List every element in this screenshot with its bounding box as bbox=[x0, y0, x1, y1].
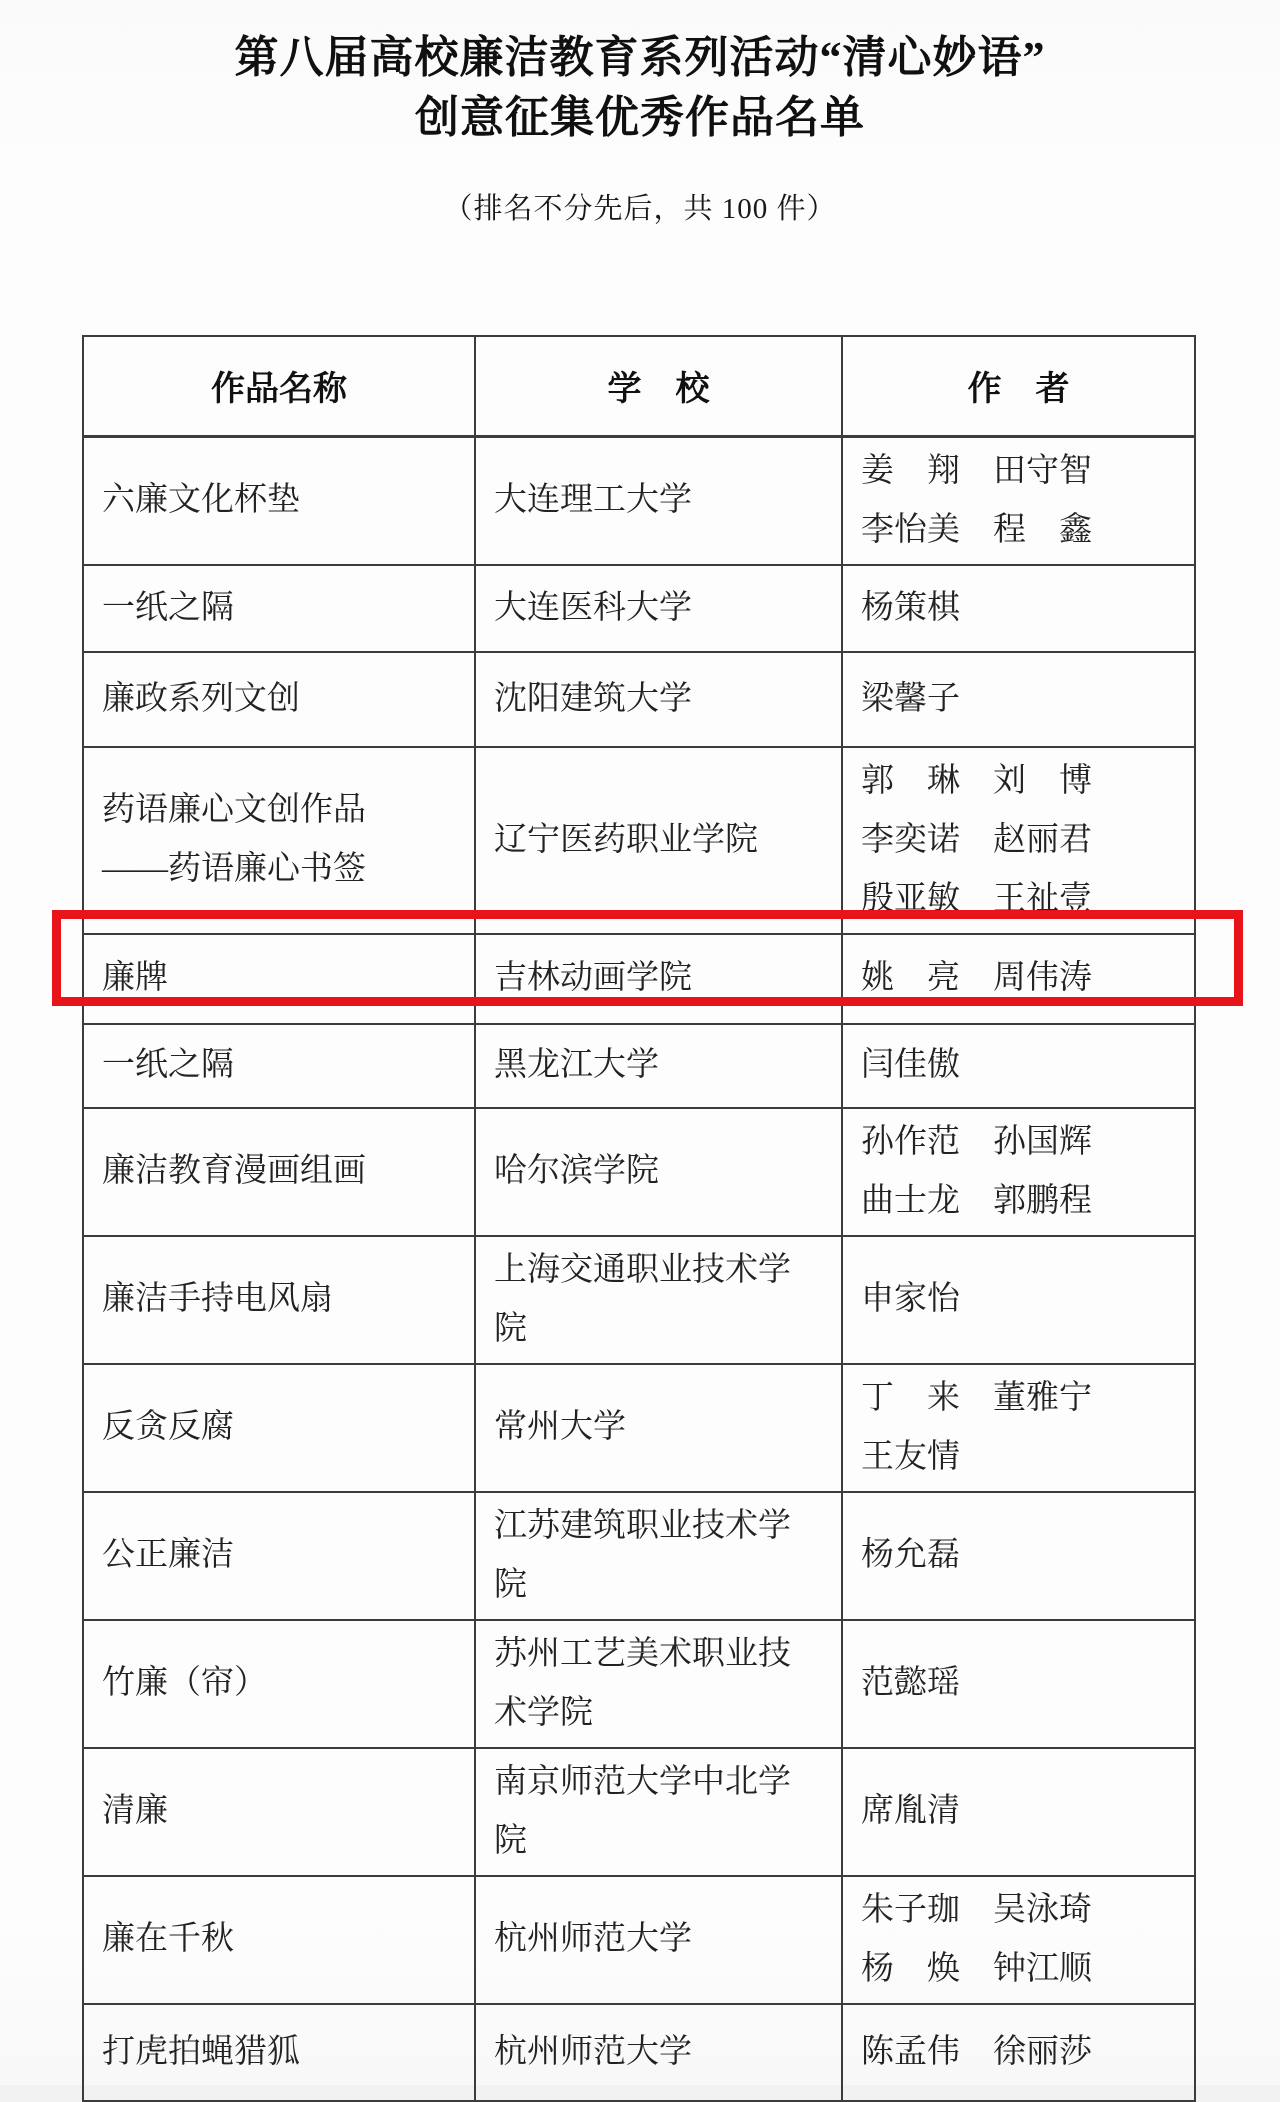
cell-line: 廉牌 bbox=[102, 960, 168, 996]
school-cell bbox=[475, 1748, 842, 1876]
cell-line: 杨允磊 bbox=[861, 1537, 960, 1573]
cell-line: 殷亚敏 王祉壹 bbox=[861, 880, 1092, 917]
table-row bbox=[83, 1024, 1195, 1108]
cell-line: 孙作范 孙国辉 bbox=[861, 1123, 1092, 1160]
table-row bbox=[83, 1748, 1195, 1876]
table-row bbox=[83, 1236, 1195, 1364]
work-cell bbox=[83, 652, 475, 747]
work-cell bbox=[83, 934, 475, 1024]
work-cell bbox=[83, 747, 475, 934]
cell-line: 陈孟伟 徐丽莎 bbox=[861, 2033, 1092, 2070]
cell-line: 上海交通职业技术学 bbox=[494, 1251, 791, 1288]
cell-line: 郭 琳 刘 博 bbox=[861, 762, 1092, 799]
cell-line: 李奕诺 赵丽君 bbox=[861, 821, 1092, 858]
cell-line: 清廉 bbox=[102, 1793, 168, 1829]
cell-line: 南京师范大学中北学 bbox=[494, 1763, 791, 1800]
authors-cell bbox=[842, 934, 1195, 1024]
header-author: 作 者 bbox=[842, 336, 1195, 436]
authors-cell bbox=[842, 652, 1195, 747]
cell-line: 杨策棋 bbox=[861, 589, 960, 626]
cell-line: 辽宁医药职业学院 bbox=[494, 821, 758, 858]
cell-line: 申家怡 bbox=[861, 1281, 960, 1317]
school-cell bbox=[475, 1620, 842, 1748]
school-cell bbox=[475, 1108, 842, 1236]
school-cell bbox=[475, 2004, 842, 2101]
authors-cell bbox=[842, 1620, 1195, 1748]
school-cell bbox=[475, 1876, 842, 2004]
cell-line: 曲士龙 郭鹏程 bbox=[861, 1182, 1092, 1219]
work-cell bbox=[83, 436, 475, 565]
table-row bbox=[83, 436, 1195, 565]
cell-line: 竹廉（帘） bbox=[102, 1665, 267, 1701]
cell-line: 丁 来 董雅宁 bbox=[861, 1379, 1092, 1416]
table-row bbox=[83, 1620, 1195, 1748]
works-table-body bbox=[83, 436, 1195, 2101]
school-cell bbox=[475, 436, 842, 565]
cell-line: 打虎拍蝇猎狐 bbox=[102, 2033, 300, 2070]
cell-line: 姚 亮 周伟涛 bbox=[861, 960, 1092, 996]
authors-cell bbox=[842, 1748, 1195, 1876]
cell-line: 廉政系列文创 bbox=[102, 680, 300, 717]
cell-line: 术学院 bbox=[494, 1694, 593, 1731]
table-row bbox=[83, 1876, 1195, 2004]
authors-cell bbox=[842, 2004, 1195, 2101]
cell-line: 王友情 bbox=[861, 1438, 960, 1475]
school-cell bbox=[475, 652, 842, 747]
title-line-1: 第八届高校廉洁教育系列活动“清心妙语” bbox=[234, 33, 1046, 82]
work-cell bbox=[83, 565, 475, 652]
cell-line: 大连医科大学 bbox=[494, 589, 692, 626]
table-row-highlighted bbox=[83, 934, 1195, 1024]
cell-line: 杭州师范大学 bbox=[494, 2033, 692, 2070]
school-cell bbox=[475, 565, 842, 652]
work-cell bbox=[83, 1024, 475, 1108]
cell-line: 大连理工大学 bbox=[494, 482, 692, 518]
cell-line: 反贪反腐 bbox=[102, 1409, 234, 1445]
table-header-row bbox=[83, 336, 1195, 436]
table-row bbox=[83, 747, 1195, 934]
cell-line: 黑龙江大学 bbox=[494, 1047, 659, 1083]
work-cell bbox=[83, 1876, 475, 2004]
cell-line: 李怡美 程 鑫 bbox=[861, 511, 1092, 548]
authors-cell bbox=[842, 1024, 1195, 1108]
cell-line: 姜 翔 田守智 bbox=[861, 452, 1092, 489]
cell-line: 沈阳建筑大学 bbox=[494, 680, 692, 717]
table-row bbox=[83, 565, 1195, 652]
table-row bbox=[83, 1492, 1195, 1620]
table-row bbox=[83, 1364, 1195, 1492]
works-table bbox=[82, 335, 1196, 2102]
table-row bbox=[83, 1108, 1195, 1236]
cell-line: 廉洁教育漫画组画 bbox=[102, 1153, 366, 1189]
cell-line: 哈尔滨学院 bbox=[494, 1153, 659, 1189]
header-school: 学 校 bbox=[475, 336, 842, 436]
cell-line: 闫佳傲 bbox=[861, 1047, 960, 1083]
cell-line: 院 bbox=[494, 1310, 527, 1347]
table-row bbox=[83, 652, 1195, 747]
cell-line: 一纸之隔 bbox=[102, 1047, 234, 1083]
work-cell bbox=[83, 1108, 475, 1236]
works-table-container bbox=[82, 335, 1194, 2102]
authors-cell bbox=[842, 1108, 1195, 1236]
cell-line: 六廉文化杯垫 bbox=[102, 482, 300, 518]
cell-line: 杨 焕 钟江顺 bbox=[861, 1950, 1092, 1987]
cell-line: 席胤清 bbox=[861, 1793, 960, 1829]
title-line-2: 创意征集优秀作品名单 bbox=[415, 93, 865, 142]
authors-cell bbox=[842, 436, 1195, 565]
cell-line: 药语廉心文创作品 bbox=[102, 792, 366, 828]
cell-line: 廉在千秋 bbox=[102, 1921, 234, 1957]
subtitle-note: （排名不分先后，共 100 件） bbox=[443, 193, 837, 225]
cell-line: 苏州工艺美术职业技 bbox=[494, 1635, 791, 1672]
school-cell bbox=[475, 1364, 842, 1492]
work-cell bbox=[83, 1748, 475, 1876]
school-cell bbox=[475, 747, 842, 934]
work-cell bbox=[83, 2004, 475, 2101]
school-cell bbox=[475, 1492, 842, 1620]
school-cell bbox=[475, 1236, 842, 1364]
header-work-name: 作品名称 bbox=[83, 336, 475, 436]
cell-line: 朱子珈 吴泳琦 bbox=[861, 1891, 1092, 1928]
cell-line: 杭州师范大学 bbox=[494, 1921, 692, 1957]
cell-line: 吉林动画学院 bbox=[494, 960, 692, 996]
cell-line: 范懿瑶 bbox=[861, 1665, 960, 1701]
school-cell bbox=[475, 1024, 842, 1108]
cell-line: 江苏建筑职业技术学 bbox=[494, 1507, 791, 1544]
work-cell bbox=[83, 1492, 475, 1620]
work-cell bbox=[83, 1236, 475, 1364]
document-title bbox=[0, 28, 1280, 148]
cell-line: 公正廉洁 bbox=[102, 1537, 234, 1573]
authors-cell bbox=[842, 747, 1195, 934]
authors-cell bbox=[842, 1876, 1195, 2004]
cell-line: 院 bbox=[494, 1566, 527, 1603]
cell-line: 院 bbox=[494, 1822, 527, 1859]
cell-line: ——药语廉心书签 bbox=[102, 851, 366, 887]
cell-line: 一纸之隔 bbox=[102, 589, 234, 626]
work-cell bbox=[83, 1620, 475, 1748]
cell-line: 梁馨子 bbox=[861, 680, 960, 717]
authors-cell bbox=[842, 565, 1195, 652]
authors-cell bbox=[842, 1236, 1195, 1364]
authors-cell bbox=[842, 1364, 1195, 1492]
table-row bbox=[83, 2004, 1195, 2101]
cell-line: 常州大学 bbox=[494, 1409, 626, 1445]
cell-line: 廉洁手持电风扇 bbox=[102, 1281, 333, 1317]
authors-cell bbox=[842, 1492, 1195, 1620]
work-cell bbox=[83, 1364, 475, 1492]
school-cell bbox=[475, 934, 842, 1024]
